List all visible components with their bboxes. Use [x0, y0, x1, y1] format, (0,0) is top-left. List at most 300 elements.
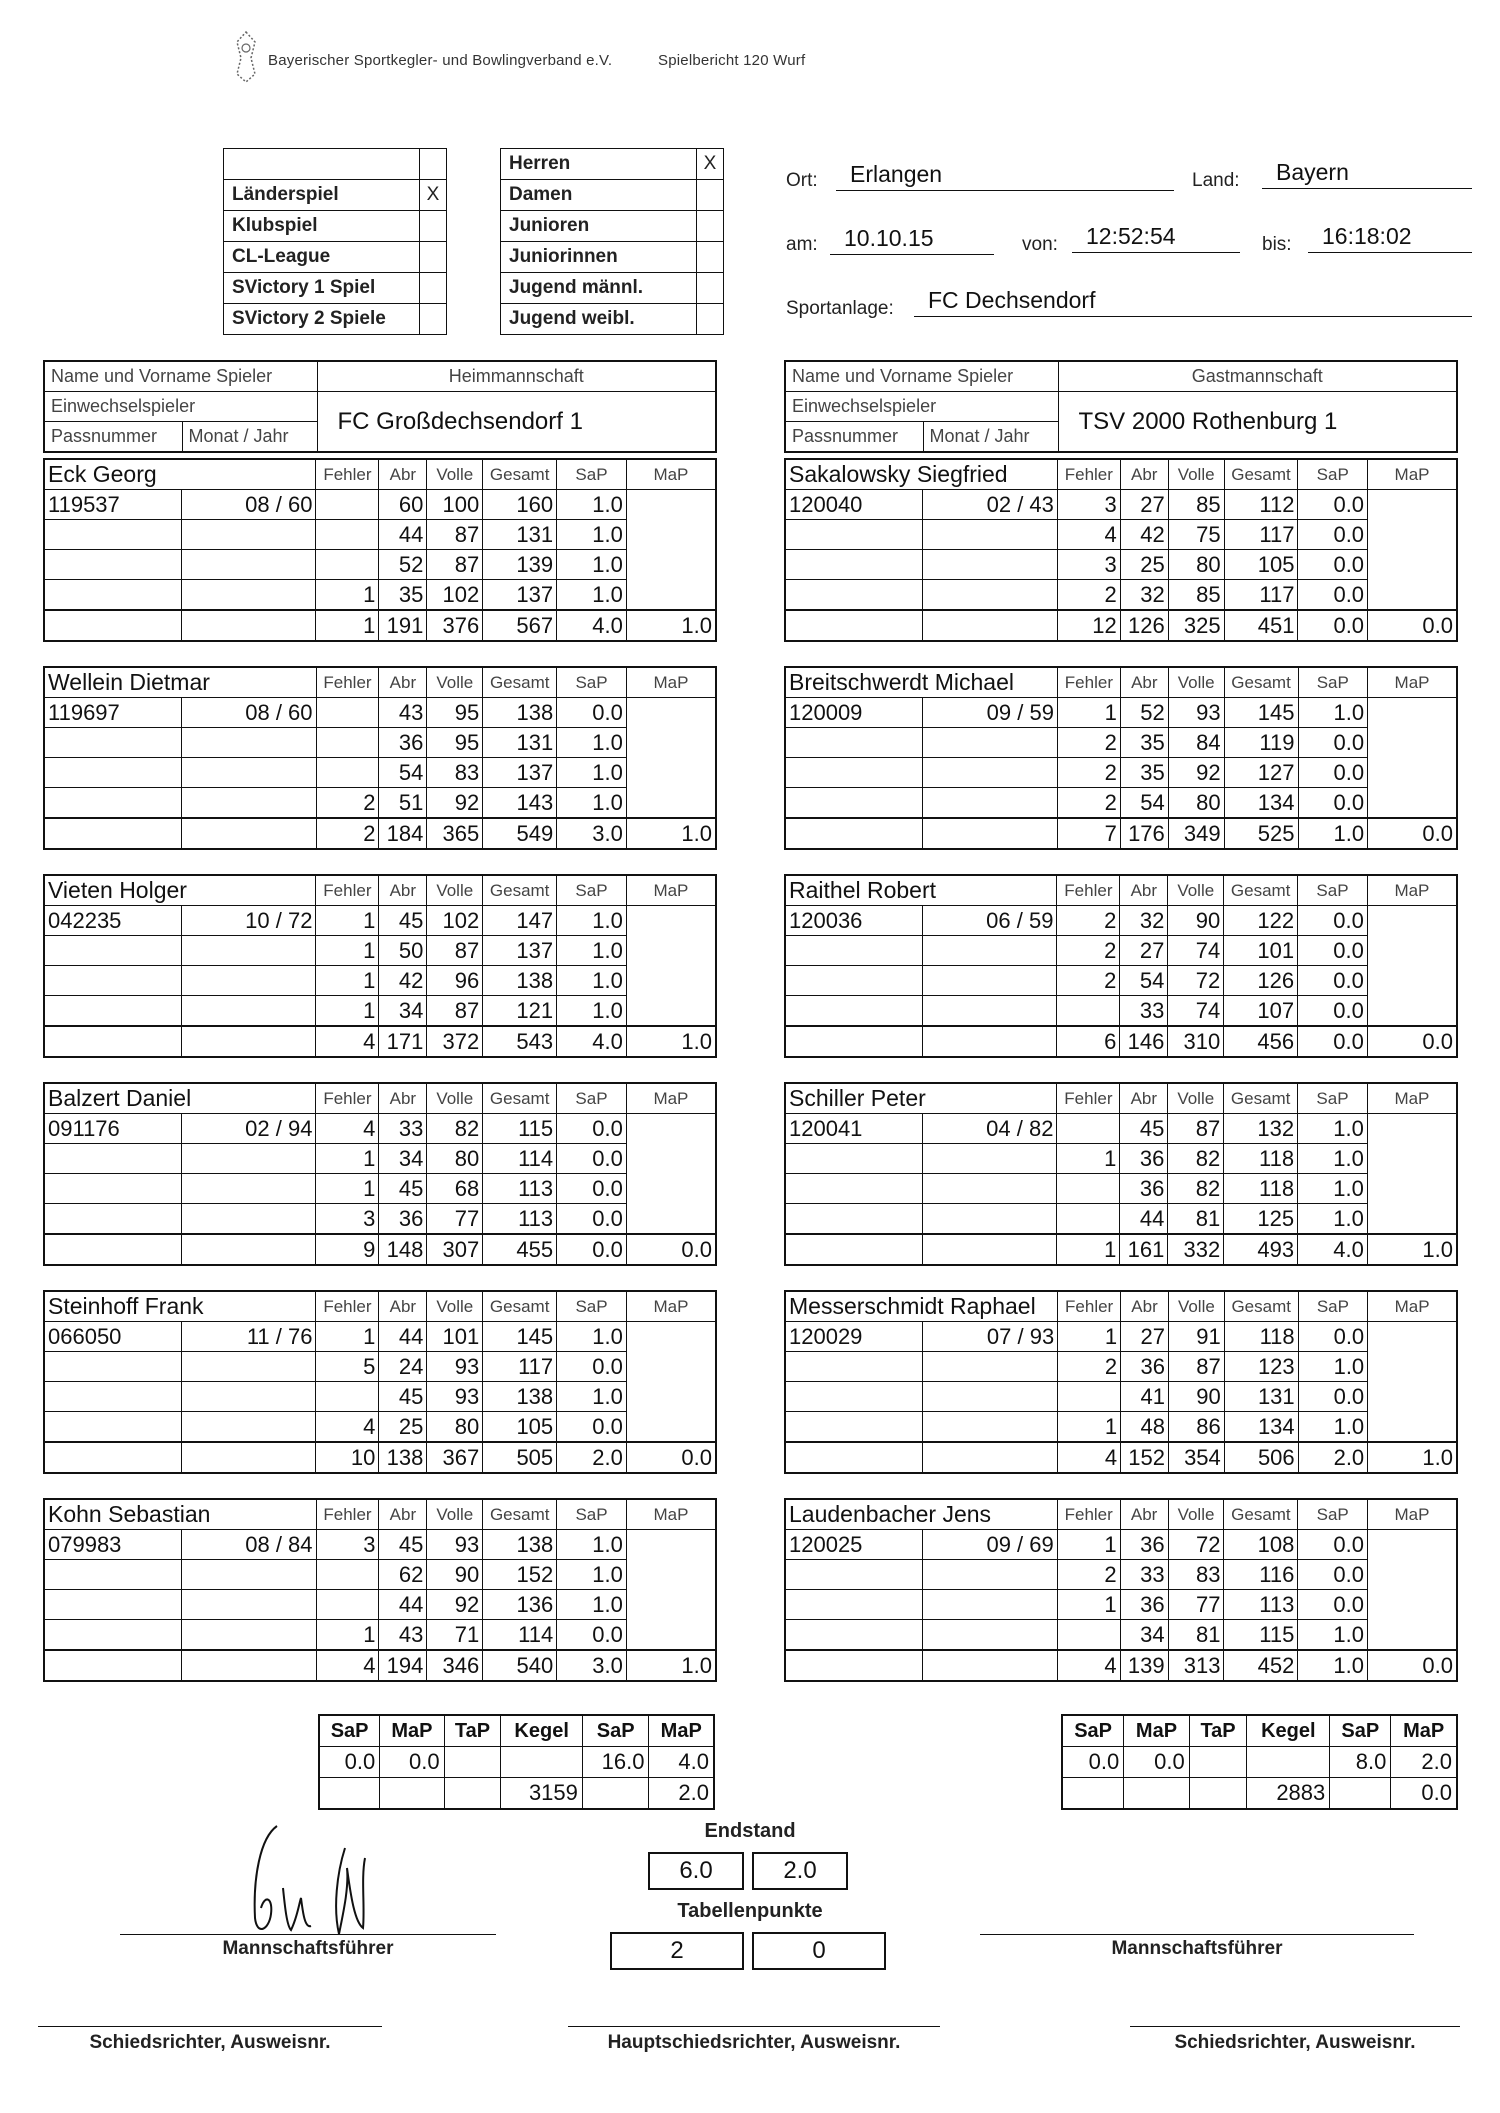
referee-label-right: Schiedsrichter, Ausweisnr. — [1174, 2032, 1416, 2053]
name-label: Name und Vorname Spieler — [785, 361, 1058, 392]
empty-cell — [922, 966, 1056, 996]
summary-cell — [380, 1778, 444, 1810]
cell-sap: 1.0 — [1298, 1114, 1368, 1144]
cell-abr: 62 — [379, 1560, 427, 1590]
player-header-row — [785, 1291, 1457, 1322]
cell-gesamt: 136 — [483, 1590, 557, 1620]
cell-fehler — [1057, 1114, 1120, 1144]
total-abr: 139 — [1120, 1650, 1168, 1681]
column-header-fehler: Fehler — [316, 1499, 379, 1530]
cell-gesamt: 114 — [483, 1144, 557, 1174]
am-field[interactable]: 10.10.15 — [830, 224, 994, 255]
land-label: Land: — [1192, 170, 1240, 191]
total-sap: 2.0 — [557, 1442, 627, 1473]
cell-fehler: 4 — [1057, 520, 1120, 550]
table-row — [44, 1352, 716, 1382]
cell-volle: 91 — [1168, 1322, 1224, 1352]
cell-sap: 1.0 — [557, 1590, 627, 1620]
player-header-row — [44, 459, 716, 490]
match-type-label — [224, 149, 420, 180]
cell-gesamt: 147 — [483, 906, 557, 936]
cell-abr: 33 — [1120, 996, 1168, 1027]
cell-fehler: 1 — [1057, 1144, 1120, 1174]
summary-cell: 3159 — [501, 1778, 583, 1810]
cell-sap: 0.0 — [1298, 580, 1368, 611]
sub-label: Einwechselspieler — [44, 392, 317, 422]
empty-cell — [44, 1204, 181, 1235]
empty-cell — [785, 966, 922, 996]
cell-abr: 51 — [379, 788, 427, 819]
cell-fehler: 2 — [316, 788, 379, 819]
cell-gesamt: 160 — [483, 490, 557, 520]
cell-abr: 41 — [1121, 1382, 1169, 1412]
report-title: Spielbericht 120 Wurf — [658, 52, 806, 69]
cell-abr: 33 — [379, 1114, 427, 1144]
match-type-row — [224, 149, 447, 180]
match-type-row — [224, 242, 447, 273]
cell-abr: 54 — [379, 758, 427, 788]
total-abr: 184 — [379, 818, 427, 849]
total-map: 1.0 — [626, 1650, 716, 1681]
player-name: Raithel Robert — [785, 875, 1057, 906]
cell-fehler: 1 — [316, 1322, 379, 1352]
table-row — [785, 1530, 1457, 1560]
player-birth-date: 08 / 84 — [182, 1530, 317, 1560]
cell-fehler: 4 — [316, 1412, 379, 1443]
table-row — [44, 1144, 716, 1174]
empty-cell — [181, 1144, 315, 1174]
cell-gesamt: 123 — [1224, 1352, 1298, 1382]
empty-cell — [44, 1234, 181, 1265]
total-abr: 176 — [1120, 818, 1168, 849]
cell-abr: 25 — [379, 1412, 427, 1443]
empty-cell — [785, 818, 923, 849]
player-pass-number: 042235 — [44, 906, 181, 936]
cell-fehler — [316, 1560, 379, 1590]
total-volle: 313 — [1168, 1650, 1224, 1681]
player-name: Messerschmidt Raphael — [785, 1291, 1058, 1322]
empty-cell — [181, 1234, 315, 1265]
empty-cell — [923, 1412, 1058, 1443]
total-gesamt: 525 — [1224, 818, 1298, 849]
column-header-sap: SaP — [557, 1291, 627, 1322]
cell-sap: 1.0 — [557, 996, 627, 1027]
column-header-map: MaP — [626, 875, 716, 906]
cell-gesamt: 131 — [483, 520, 557, 550]
player-table — [784, 1290, 1458, 1474]
total-gesamt: 455 — [483, 1234, 557, 1265]
total-gesamt: 452 — [1224, 1650, 1298, 1681]
column-header-map: MaP — [1368, 1499, 1458, 1530]
cell-abr: 35 — [379, 580, 427, 611]
player-header-row — [785, 1499, 1457, 1530]
column-header-gesamt: Gesamt — [1224, 1291, 1298, 1322]
cell-abr: 54 — [1120, 966, 1168, 996]
empty-cell — [44, 758, 182, 788]
cell-gesamt: 131 — [1224, 1382, 1298, 1412]
summary-row — [319, 1778, 714, 1810]
cell-fehler — [1057, 1620, 1120, 1651]
match-type-row — [224, 180, 447, 211]
cell-volle: 87 — [427, 996, 483, 1027]
table-row — [785, 1590, 1457, 1620]
total-gesamt: 451 — [1224, 610, 1298, 641]
cell-gesamt: 118 — [1224, 1322, 1298, 1352]
column-header-gesamt: Gesamt — [1224, 459, 1298, 490]
cell-abr: 45 — [379, 1174, 427, 1204]
cell-fehler: 2 — [1057, 580, 1120, 611]
empty-cell — [785, 1234, 922, 1265]
cell-abr: 44 — [1120, 1204, 1168, 1235]
summary-cell: 2.0 — [649, 1778, 714, 1810]
category-checkbox[interactable] — [697, 273, 724, 304]
land-field[interactable]: Bayern — [1262, 158, 1472, 189]
cell-sap: 1.0 — [1298, 1352, 1368, 1382]
player-name: Balzert Daniel — [44, 1083, 316, 1114]
summary-sap-label: SaP — [1062, 1715, 1124, 1747]
total-gesamt: 543 — [483, 1026, 557, 1057]
cell-abr: 45 — [1120, 1114, 1168, 1144]
empty-cell — [785, 1026, 922, 1057]
cell-volle: 81 — [1168, 1204, 1224, 1235]
cell-gesamt: 125 — [1224, 1204, 1298, 1235]
cell-abr: 52 — [379, 550, 427, 580]
player-table — [784, 1498, 1458, 1682]
cell-fehler — [316, 728, 379, 758]
cell-volle: 87 — [427, 936, 483, 966]
table-row — [44, 550, 716, 580]
empty-cell — [182, 1650, 317, 1681]
cell-sap: 1.0 — [1298, 698, 1368, 728]
player-birth-date: 08 / 60 — [181, 490, 315, 520]
empty-cell — [181, 936, 315, 966]
total-row — [785, 610, 1457, 641]
total-row — [785, 1234, 1457, 1265]
player-header-row — [44, 875, 716, 906]
table-row — [785, 1352, 1457, 1382]
total-map: 1.0 — [1368, 1442, 1457, 1473]
cell-volle: 82 — [1168, 1144, 1224, 1174]
cell-volle: 81 — [1168, 1620, 1224, 1651]
column-header-map: MaP — [1368, 1291, 1457, 1322]
summary-cell: 0.0 — [1124, 1747, 1189, 1778]
empty-cell — [923, 758, 1058, 788]
cell-volle: 87 — [427, 520, 483, 550]
empty-cell — [181, 1174, 315, 1204]
cell-gesamt: 105 — [1224, 550, 1298, 580]
signature-icon — [225, 1818, 400, 1948]
cell-fehler: 1 — [1057, 698, 1120, 728]
column-header-volle: Volle — [1168, 875, 1224, 906]
table-row — [44, 788, 716, 819]
match-type-checkbox[interactable] — [420, 273, 447, 304]
empty-cell — [44, 788, 182, 819]
total-gesamt: 493 — [1224, 1234, 1298, 1265]
match-type-box — [223, 148, 447, 335]
cell-fehler: 1 — [316, 996, 379, 1027]
cell-fehler: 1 — [316, 906, 379, 936]
empty-cell — [181, 966, 315, 996]
category-label: Juniorinnen — [501, 242, 697, 273]
cell-fehler: 2 — [1057, 906, 1120, 936]
empty-cell — [182, 758, 317, 788]
cell-sap: 1.0 — [557, 788, 627, 819]
match-type-checkbox[interactable]: X — [420, 180, 447, 211]
match-type-label: SVictory 2 Spiele — [224, 304, 420, 335]
cell-gesamt: 116 — [1224, 1560, 1298, 1590]
cell-gesamt: 117 — [1224, 520, 1298, 550]
cell-abr: 44 — [379, 1322, 427, 1352]
column-header-map: MaP — [626, 1499, 716, 1530]
total-abr: 194 — [379, 1650, 427, 1681]
column-header-volle: Volle — [427, 875, 483, 906]
player-birth-date: 06 / 59 — [922, 906, 1056, 936]
cell-volle: 102 — [427, 906, 483, 936]
von-label: von: — [1022, 234, 1058, 255]
empty-cell — [923, 1352, 1058, 1382]
column-header-volle: Volle — [1168, 667, 1224, 698]
match-type-checkbox[interactable] — [420, 304, 447, 335]
cell-sap: 0.0 — [557, 1412, 627, 1443]
summary-row — [1062, 1747, 1457, 1778]
total-fehler: 9 — [316, 1234, 379, 1265]
cell-fehler: 1 — [316, 580, 379, 611]
table-row — [44, 490, 716, 520]
player-birth-date: 07 / 93 — [923, 1322, 1058, 1352]
cell-sap: 1.0 — [557, 1382, 627, 1412]
guest-team-name: TSV 2000 Rothenburg 1 — [1058, 392, 1457, 453]
category-label: Herren — [501, 149, 697, 180]
cell-sap: 1.0 — [1298, 1412, 1368, 1443]
cell-abr: 27 — [1120, 936, 1168, 966]
cell-abr: 34 — [379, 996, 427, 1027]
column-header-map: MaP — [1368, 459, 1457, 490]
total-row — [785, 1442, 1457, 1473]
total-gesamt: 567 — [483, 610, 557, 641]
cell-volle: 85 — [1168, 490, 1224, 520]
cell-abr: 36 — [1120, 1530, 1168, 1560]
column-header-fehler: Fehler — [316, 875, 379, 906]
table-row — [44, 906, 716, 936]
summary-row — [319, 1747, 714, 1778]
total-fehler: 4 — [316, 1026, 379, 1057]
match-type-label: SVictory 1 Spiel — [224, 273, 420, 304]
cell-fehler: 1 — [1058, 1412, 1121, 1443]
cell-volle: 75 — [1168, 520, 1224, 550]
summary-tap-label: TaP — [444, 1715, 501, 1747]
table-row — [785, 758, 1457, 788]
home-summary — [318, 1714, 715, 1810]
cell-volle: 90 — [1168, 1382, 1224, 1412]
cell-gesamt: 145 — [1224, 698, 1298, 728]
player-pass-number: 120025 — [785, 1530, 923, 1560]
cell-sap: 0.0 — [1298, 1560, 1368, 1590]
empty-cell — [785, 1650, 923, 1681]
table-row — [785, 1144, 1457, 1174]
cell-fehler — [316, 758, 379, 788]
total-map: 1.0 — [626, 610, 716, 641]
cell-sap: 0.0 — [557, 1144, 627, 1174]
total-map: 1.0 — [626, 818, 716, 849]
summary-cell — [1247, 1747, 1330, 1778]
cell-gesamt: 137 — [483, 936, 557, 966]
column-header-abr: Abr — [379, 1291, 427, 1322]
cell-gesamt: 138 — [483, 698, 557, 728]
empty-cell — [44, 1590, 182, 1620]
cell-abr: 45 — [379, 906, 427, 936]
cell-abr: 34 — [1120, 1620, 1168, 1651]
match-type-checkbox[interactable] — [420, 211, 447, 242]
column-header-abr: Abr — [1120, 1083, 1168, 1114]
player-table — [784, 458, 1458, 642]
total-row — [44, 1442, 716, 1473]
cell-sap: 1.0 — [557, 1530, 627, 1560]
ort-field[interactable]: Erlangen — [836, 160, 1174, 191]
category-checkbox[interactable] — [697, 211, 724, 242]
cell-sap: 0.0 — [1298, 758, 1368, 788]
total-map: 1.0 — [1367, 1234, 1457, 1265]
cell-abr: 44 — [379, 520, 427, 550]
total-row — [44, 1026, 716, 1057]
column-header-fehler: Fehler — [1057, 875, 1120, 906]
cell-volle: 93 — [427, 1382, 483, 1412]
total-gesamt: 540 — [483, 1650, 557, 1681]
empty-cell — [785, 1560, 923, 1590]
empty-cell — [44, 936, 181, 966]
summary-sap-label: SaP — [582, 1715, 649, 1747]
table-row — [785, 1560, 1457, 1590]
cell-gesamt: 134 — [1224, 788, 1298, 819]
player-pass-number: 119537 — [44, 490, 181, 520]
sportanlage-label: Sportanlage: — [786, 298, 894, 319]
summary-map-label: MaP — [1391, 1715, 1457, 1747]
player-birth-date: 02 / 94 — [181, 1114, 315, 1144]
empty-cell — [923, 520, 1058, 550]
cell-volle: 80 — [1168, 550, 1224, 580]
cell-abr: 43 — [379, 1620, 427, 1651]
empty-cell — [182, 1620, 317, 1651]
total-fehler: 10 — [316, 1442, 379, 1473]
player-table — [43, 458, 717, 642]
table-row — [785, 550, 1457, 580]
player-header-row — [44, 1499, 716, 1530]
empty-cell — [44, 520, 181, 550]
cell-volle: 92 — [427, 788, 483, 819]
cell-fehler — [1058, 1382, 1121, 1412]
von-field[interactable]: 12:52:54 — [1072, 222, 1240, 253]
category-checkbox[interactable] — [697, 242, 724, 273]
match-type-checkbox[interactable] — [420, 242, 447, 273]
column-header-map: MaP — [626, 667, 716, 698]
summary-cell — [501, 1747, 583, 1778]
empty-cell — [923, 550, 1058, 580]
summary-cell: 8.0 — [1330, 1747, 1391, 1778]
cell-volle: 93 — [427, 1352, 483, 1382]
cell-fehler — [316, 1590, 379, 1620]
total-abr: 152 — [1121, 1442, 1169, 1473]
cell-sap: 0.0 — [1298, 1530, 1368, 1560]
column-header-abr: Abr — [379, 1083, 427, 1114]
table-row — [44, 966, 716, 996]
map-spacer — [1368, 698, 1457, 819]
column-header-volle: Volle — [1168, 1499, 1224, 1530]
category-checkbox[interactable]: X — [697, 149, 724, 180]
empty-cell — [44, 1382, 182, 1412]
summary-cell — [582, 1778, 649, 1810]
total-sap: 2.0 — [1298, 1442, 1368, 1473]
cell-gesamt: 122 — [1224, 906, 1298, 936]
empty-cell — [785, 788, 923, 819]
table-row — [44, 1560, 716, 1590]
player-pass-number: 120041 — [785, 1114, 922, 1144]
table-row — [44, 1174, 716, 1204]
table-row — [785, 1620, 1457, 1651]
bis-field[interactable]: 16:18:02 — [1308, 222, 1472, 253]
total-fehler: 6 — [1057, 1026, 1120, 1057]
empty-cell — [44, 1560, 182, 1590]
summary-cell — [444, 1747, 501, 1778]
cell-sap: 0.0 — [1298, 490, 1368, 520]
player-pass-number: 120029 — [785, 1322, 923, 1352]
cell-abr: 45 — [379, 1530, 427, 1560]
player-table — [43, 1082, 717, 1266]
total-sap: 1.0 — [1298, 818, 1368, 849]
cell-gesamt: 113 — [1224, 1590, 1298, 1620]
empty-cell — [44, 1442, 182, 1473]
total-sap: 0.0 — [1298, 610, 1368, 641]
table-row — [785, 996, 1457, 1027]
map-spacer — [1368, 490, 1457, 611]
cell-volle: 77 — [1168, 1590, 1224, 1620]
endstand-home: 6.0 — [648, 1852, 744, 1890]
table-row — [785, 580, 1457, 611]
total-row — [44, 610, 716, 641]
cell-volle: 68 — [427, 1174, 483, 1204]
map-spacer — [626, 1322, 716, 1443]
tabellen-guest: 0 — [752, 1932, 886, 1970]
guest-title: Gastmannschaft — [1058, 361, 1457, 392]
cell-abr: 34 — [379, 1144, 427, 1174]
category-row — [501, 180, 724, 211]
player-birth-date: 10 / 72 — [181, 906, 315, 936]
cell-fehler — [1057, 1174, 1120, 1204]
cell-sap: 0.0 — [557, 698, 627, 728]
cell-sap: 0.0 — [1298, 996, 1368, 1027]
cell-gesamt: 138 — [483, 966, 557, 996]
head-referee-label: Hauptschiedsrichter, Ausweisnr. — [607, 2032, 901, 2053]
category-checkbox[interactable] — [697, 180, 724, 211]
cell-sap: 1.0 — [557, 1322, 627, 1352]
player-pass-number: 066050 — [44, 1322, 182, 1352]
cell-volle: 80 — [1168, 788, 1224, 819]
category-checkbox[interactable] — [697, 304, 724, 335]
cell-gesamt: 105 — [483, 1412, 557, 1443]
match-type-checkbox[interactable] — [420, 149, 447, 180]
cell-sap: 0.0 — [1298, 1590, 1368, 1620]
empty-cell — [923, 1382, 1058, 1412]
cell-sap: 1.0 — [557, 1560, 627, 1590]
cell-gesamt: 113 — [483, 1174, 557, 1204]
total-fehler: 2 — [316, 818, 379, 849]
column-header-map: MaP — [1367, 1083, 1457, 1114]
sportanlage-field[interactable]: FC Dechsendorf — [914, 286, 1472, 317]
empty-cell — [922, 1234, 1056, 1265]
home-captain-line — [120, 1934, 496, 1935]
empty-cell — [922, 1026, 1056, 1057]
summary-cell — [444, 1778, 501, 1810]
home-title: Heimmannschaft — [317, 361, 716, 392]
cell-fehler: 2 — [1057, 966, 1120, 996]
